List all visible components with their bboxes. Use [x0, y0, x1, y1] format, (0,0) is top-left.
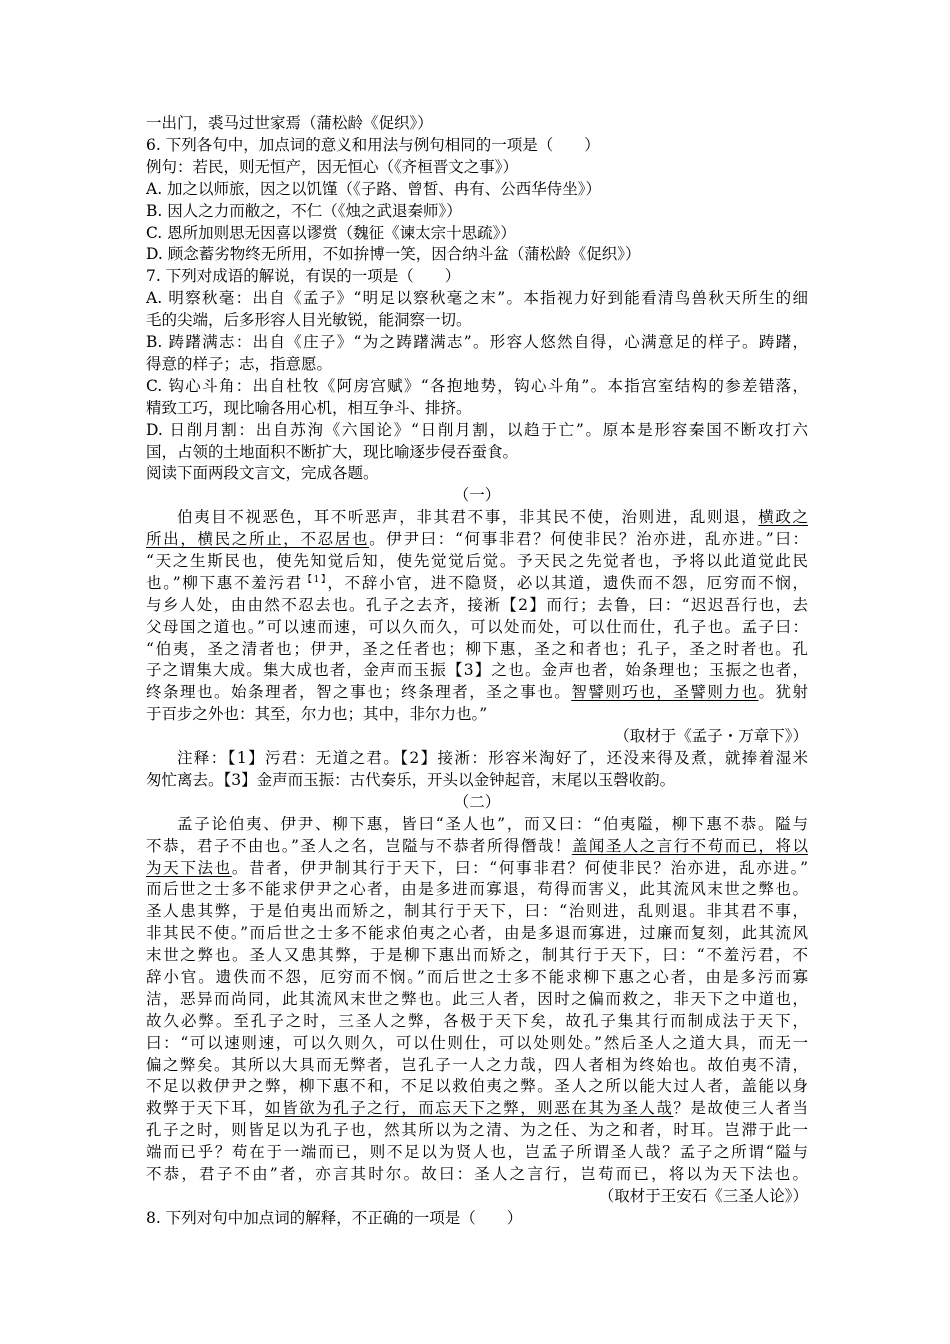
- question-7: 7. 下列对成语的解说，有误的一项是（ ）: [146, 267, 461, 286]
- annotation: 注释：【1】污君：无道之君。【2】接淅：形容米淘好了，还没来得及煮，就捧着湿米: [177, 749, 808, 768]
- source-citation: （取材于《孟子・万章下》）: [614, 727, 808, 746]
- passage-2-line: 救弊于天下耳，如皆欲为孔子之行，而忘天下之弊，则恶在其为圣人哉？是故使三人者当: [146, 1099, 808, 1118]
- passage-2-line: 故久必弊。至孔子之时，三圣人之弊，各极于天下矣，故孔子集其行而制成法于天下，: [146, 1011, 808, 1030]
- passage-1-line: “天之生斯民也，使先知觉后知，使先觉觉后觉。予天民之先觉者也，予将以此道觉此民: [146, 552, 808, 571]
- question-6: 6. 下列各句中，加点词的意义和用法与例句相同的一项是（ ）: [146, 135, 600, 154]
- option-c: C. 钩心斗角：出自杜牧《阿房宫赋》“各抱地势，钩心斗角”。本指宫室结构的参差错落，: [146, 376, 808, 395]
- passage-2-line: 圣人患其弊，于是伯夷出而矫之，制其行于天下，曰：“治则进，乱则退。非其君不事，: [146, 902, 808, 921]
- passage-2-line: 孔子之时，则皆足以为孔子也，然其所以为之清、为之任、为之和者，时耳。岂滞于此一: [146, 1121, 808, 1140]
- passage-2-line: 孟子论伯夷、伊尹、柳下惠，皆曰“圣人也”，而又曰：“伯夷隘，柳下惠不恭。隘与: [177, 814, 808, 833]
- source-citation: （取材于王安石《三圣人论》）: [598, 1186, 808, 1205]
- passage-1-line: 于百步之外也：其至，尔力也；其中，非尔力也。”: [146, 705, 488, 724]
- option-b: B. 踌躇满志：出自《庄子》“为之踌躇满志”。形容人悠然自得，心满意足的样子。踌躇，: [146, 333, 808, 352]
- passage-1-line: 所出，横民之所止，不忍居也。伊尹曰：“何事非君？何使非民？治亦进，乱亦进。”曰：: [146, 530, 808, 549]
- passage-2-line: 洁，恶异而尚同，此其流风末世之弊也。此三人者，因时之偏而救之，非天下之中道也，: [146, 989, 808, 1008]
- passage-2-line: 曰：“可以速则速，可以久则久，可以仕则仕，可以处则处。”然后圣人之道大具，而无一: [146, 1033, 808, 1052]
- option-d: D. 日削月割：出自苏洵《六国论》“日削月割，以趋于亡”。原本是形容秦国不断攻打六: [146, 420, 808, 439]
- text-line: 精致工巧，现比喻各用心机，相互争斗、排挤。: [146, 398, 472, 417]
- text-line: 得意的样子；志，指意愿。: [146, 354, 333, 373]
- passage-1-line: 也。”柳下惠不羞污君$^{【1】}$，不辞小官，进不隐贤，必以其道，遗佚而不怨，厄穷而不悯，: [146, 573, 808, 592]
- passage-2-line: 不恭，君子不由”者，亦言其时尔。故曰：圣人之言行，岂苟而已，将以为天下法也。: [146, 1165, 808, 1184]
- passage-1-line: “伯夷，圣之清者也；伊尹，圣之任者也；柳下惠，圣之和者也；孔子，圣之时者也。孔: [146, 639, 808, 658]
- annotation: 匆忙离去。【3】金声而玉振：古代奏乐，开头以金钟起音，末尾以玉磬收韵。: [146, 770, 676, 789]
- passage-2-line: 非其民不使。”而后世之士多不能求伯夷之心者，由是多退而寡进，过廉而复刻，此其流风: [146, 924, 808, 943]
- passage-2-line: 不恭，君子不由也。”圣人之名，岂隘与不恭者所得僭哉！盖闻圣人之言行不苟而已，将以: [146, 836, 808, 855]
- question-8: 8. 下列对句中加点词的解释，不正确的一项是（ ）: [146, 1208, 523, 1227]
- passage-2-line: 偏之弊矣。其所以大具而无弊者，岂孔子一人之力哉，四人者相为终始也。故伯夷不清，: [146, 1055, 808, 1074]
- passage-2-line: 端而已乎？苟在于一端而已，则不足以为贤人也，岂孟子所谓圣人哉？孟子之所谓“隘与: [146, 1143, 808, 1162]
- option-d: D. 顾念蓄劣物终无所用，不如拚博一笑，因合纳斗盆（蒲松龄《促织》）: [146, 245, 641, 264]
- option-c: C. 恩所加则思无因喜以谬赏（魏征《谏太宗十思疏》）: [146, 223, 516, 242]
- section-heading-1: （一）: [453, 486, 501, 505]
- section-heading-2: （二）: [453, 792, 501, 811]
- passage-1-line: 与乡人处，由由然不忍去也。孔子之去齐，接淅【2】而行；去鲁，曰：“迟迟吾行也，去: [146, 595, 808, 614]
- reading-instruction: 阅读下面两段文言文，完成各题。: [146, 464, 379, 483]
- passage-2-line: 不足以救伊尹之弊，柳下惠不和，不足以救伯夷之弊。圣人之所以能大过人者，盖能以身: [146, 1077, 808, 1096]
- passage-1-line: 子之谓集大成。集大成也者，金声而玉振【3】之也。金声也者，始条理也；玉振之也者，: [146, 661, 808, 680]
- passage-2-line: 辞小官。遗佚而不怨，厄穷而不悯。”而后世之士多不能求柳下惠之心者，由是多污而寡: [146, 968, 808, 987]
- option-a: A. 加之以师旅，因之以饥馑（《子路、曾皙、冉有、公西华侍坐》）: [146, 179, 602, 198]
- text-line: 国，占领的土地面积不断扩大，现比喻逐步侵吞蚕食。: [146, 442, 519, 461]
- passage-1-line: 伯夷目不视恶色，耳不听恶声，非其君不事，非其民不使，治则进，乱则退，横政之: [177, 508, 808, 527]
- text-line: 一出门，裘马过世家焉（蒲松龄《促织》）: [146, 114, 433, 132]
- document-page: [146, 113, 808, 1230]
- passage-2-line: 而后世之士多不能求伊尹之心者，由是多进而寡退，苟得而害义，此其流风末世之弊也。: [146, 880, 808, 899]
- passage-2-line: 为天下法也。昔者，伊尹制其行于天下，曰：“何事非君？何使非民？治亦进，乱亦进。”: [146, 858, 808, 877]
- passage-2-line: 末世之弊也。圣人又患其弊，于是柳下惠出而矫之，制其行于天下，曰：“不羞污君，不: [146, 946, 808, 965]
- option-b: B. 因人之力而敝之，不仁（《烛之武退秦师》）: [146, 201, 462, 220]
- option-a: A. 明察秋毫：出自《孟子》“明足以察秋毫之末”。本指视力好到能看清鸟兽秋天所生的细: [146, 289, 808, 308]
- text-line: 毛的尖端，后多形容人目光敏锐，能洞察一切。: [146, 311, 472, 330]
- example-sentence: 例句：若民，则无恒产，因无恒心（《齐桓晋文之事》）: [146, 157, 519, 176]
- passage-1-line: 终条理也。始条理者，智之事也；终条理者，圣之事也。智譬则巧也，圣譬则力也。犹射: [146, 683, 808, 702]
- passage-1-line: 父母国之道也。”可以速而速，可以久而久，可以处而处，可以仕而仕，孔子也。孟子曰：: [146, 617, 808, 636]
